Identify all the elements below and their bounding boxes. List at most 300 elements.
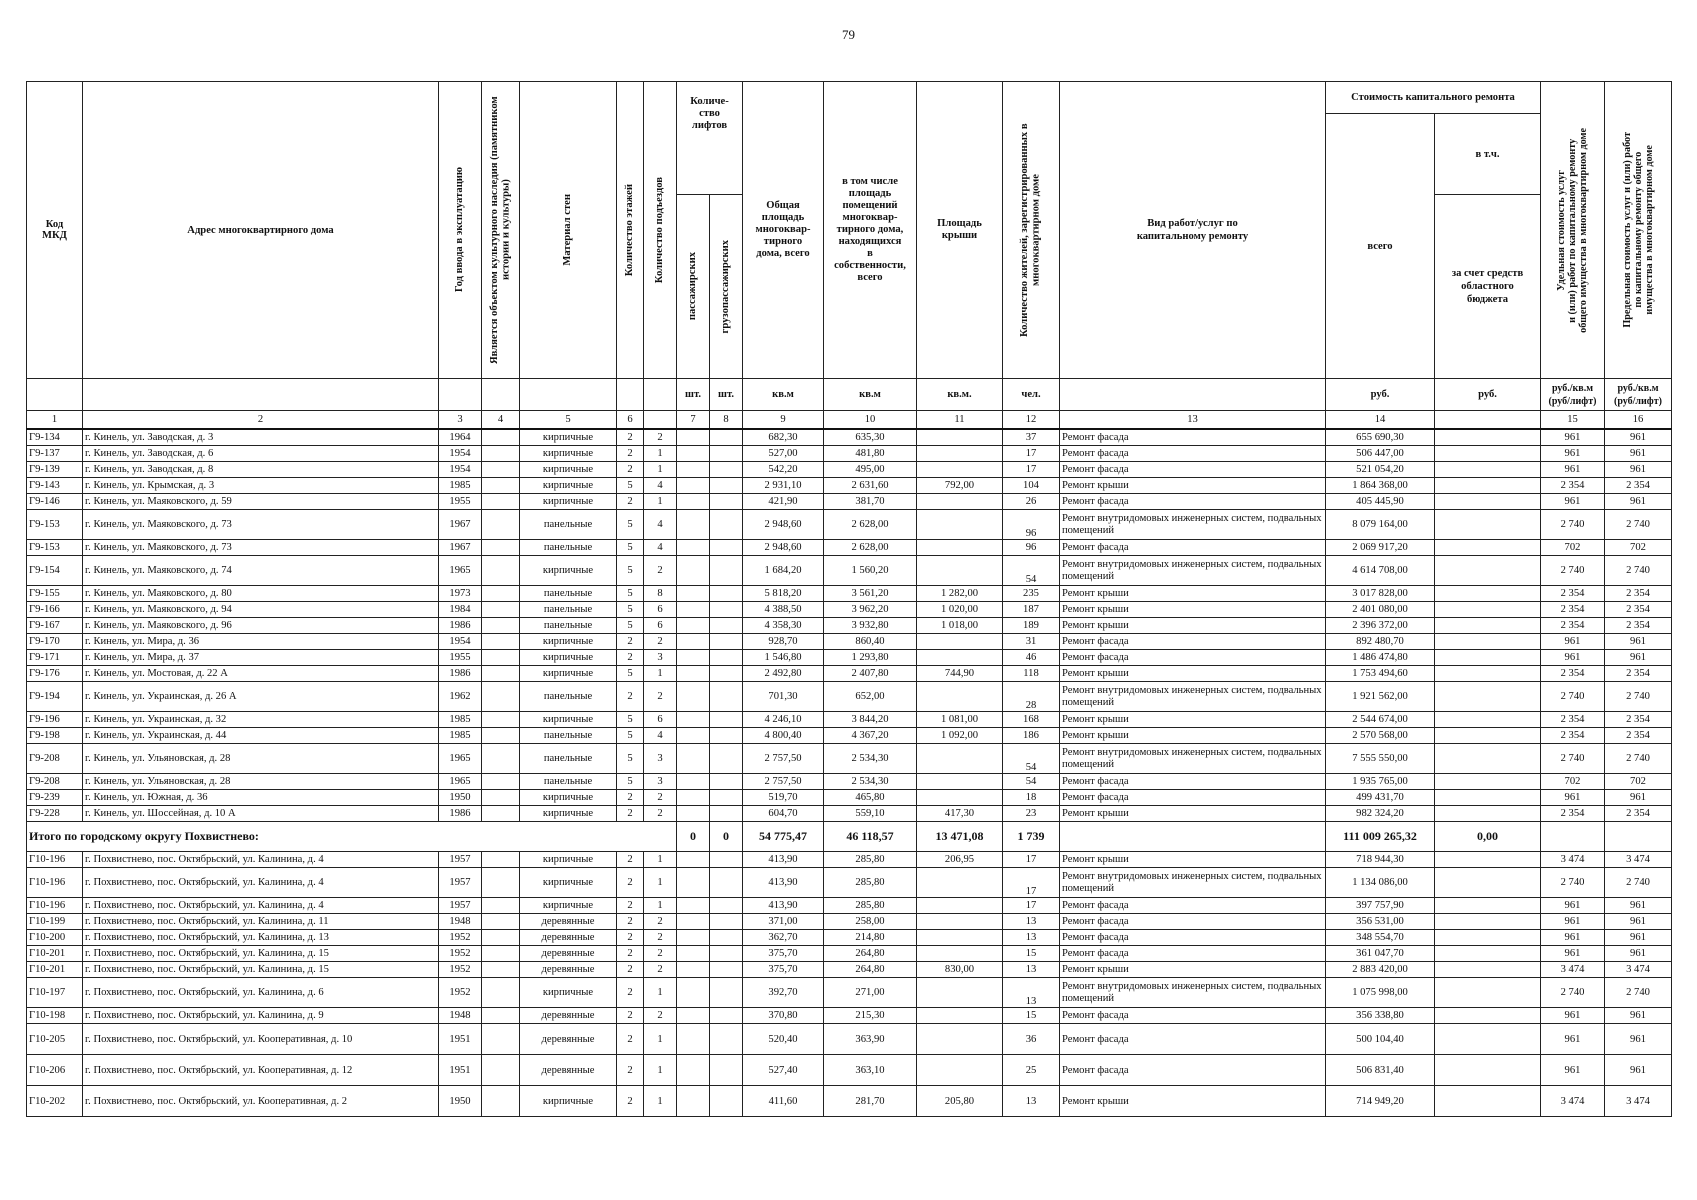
unit-rub: руб. (1326, 379, 1435, 411)
total-area-cell: 520,40 (743, 1024, 824, 1055)
owned-area-cell: 3 844,20 (824, 712, 917, 728)
limit-cost-cell: 961 (1605, 1008, 1672, 1024)
owned-area-cell: 258,00 (824, 914, 917, 930)
code-cell: Г9-196 (27, 712, 83, 728)
work-type-cell: Ремонт фасада (1060, 946, 1326, 962)
code-cell: Г9-208 (27, 774, 83, 790)
roof-area-cell (917, 1008, 1003, 1024)
address-cell: г. Кинель, ул. Мира, д. 36 (83, 634, 439, 650)
lifts-passenger-cell (677, 1055, 710, 1086)
floors-cell: 2 (617, 1086, 644, 1117)
cost-cell: 521 054,20 (1326, 462, 1435, 478)
roof-area-cell (917, 946, 1003, 962)
floors-cell: 2 (617, 634, 644, 650)
roof-area-cell: 1 018,00 (917, 618, 1003, 634)
residents-cell: 187 (1003, 602, 1060, 618)
heritage-cell (482, 852, 520, 868)
unit-cost-cell: 2 740 (1541, 556, 1605, 586)
work-type-cell: Ремонт крыши (1060, 962, 1326, 978)
regional-cost-cell (1435, 1008, 1541, 1024)
work-type-cell: Ремонт крыши (1060, 712, 1326, 728)
lifts-passenger-cell (677, 634, 710, 650)
address-cell: г. Кинель, ул. Маяковского, д. 59 (83, 494, 439, 510)
address-cell: г. Похвистнево, пос. Октябрьский, ул. Калинина, д. 6 (83, 978, 439, 1008)
heritage-cell (482, 556, 520, 586)
lifts-passenger-cell (677, 1024, 710, 1055)
unit-cost-cell: 2 740 (1541, 868, 1605, 898)
year-cell: 1954 (439, 446, 482, 462)
roof-area-cell (917, 650, 1003, 666)
lifts-cargo-cell (710, 1024, 743, 1055)
limit-cost-cell: 961 (1605, 914, 1672, 930)
work-type-cell: Ремонт крыши (1060, 602, 1326, 618)
unit-rub-sqm: руб./кв.м (руб/лифт) (1605, 379, 1672, 411)
regional-cost-cell (1435, 478, 1541, 494)
owned-area-cell: 271,00 (824, 978, 917, 1008)
header-entrances: Количество подъездов (644, 82, 677, 379)
table-row (27, 478, 1672, 494)
material-cell: деревянные (520, 914, 617, 930)
roof-area-cell: 1 081,00 (917, 712, 1003, 728)
address-cell: г. Похвистнево, пос. Октябрьский, ул. Калинина, д. 15 (83, 946, 439, 962)
roof-area-cell: 206,95 (917, 852, 1003, 868)
regional-cost-cell (1435, 790, 1541, 806)
owned-area-cell: 3 932,80 (824, 618, 917, 634)
floors-cell: 2 (617, 1024, 644, 1055)
cost-cell: 499 431,70 (1326, 790, 1435, 806)
total-area-cell: 1 546,80 (743, 650, 824, 666)
entrances-cell: 2 (644, 946, 677, 962)
cost-cell: 2 396 372,00 (1326, 618, 1435, 634)
table-row (27, 774, 1672, 790)
cost-cell: 356 338,80 (1326, 1008, 1435, 1024)
unit-cost-cell: 961 (1541, 1008, 1605, 1024)
entrances-cell: 2 (644, 556, 677, 586)
lifts-passenger-cell (677, 540, 710, 556)
owned-area-cell: 2 628,00 (824, 510, 917, 540)
table-row (27, 1086, 1672, 1117)
owned-area-cell: 2 407,80 (824, 666, 917, 682)
roof-area-cell (917, 1055, 1003, 1086)
heritage-cell (482, 712, 520, 728)
roof-area-cell (917, 540, 1003, 556)
regional-cost-cell (1435, 774, 1541, 790)
code-cell: Г10-196 (27, 852, 83, 868)
floors-cell: 2 (617, 978, 644, 1008)
total-empty (1541, 822, 1605, 852)
year-cell: 1957 (439, 852, 482, 868)
address-cell: г. Кинель, ул. Южная, д. 36 (83, 790, 439, 806)
work-type-cell: Ремонт крыши (1060, 666, 1326, 682)
roof-area-cell (917, 790, 1003, 806)
column-number: 4 (482, 411, 520, 430)
floors-cell: 2 (617, 1055, 644, 1086)
residents-cell: 13 (1003, 930, 1060, 946)
total-area-cell: 519,70 (743, 790, 824, 806)
residents-cell: 25 (1003, 1055, 1060, 1086)
entrances-cell: 4 (644, 478, 677, 494)
unit-cost-cell: 961 (1541, 898, 1605, 914)
total-area-cell: 4 358,30 (743, 618, 824, 634)
heritage-cell (482, 618, 520, 634)
total-area-cell: 2 948,60 (743, 540, 824, 556)
owned-area-cell: 635,30 (824, 429, 917, 446)
lifts-cargo-cell (710, 494, 743, 510)
regional-cost-cell (1435, 618, 1541, 634)
entrances-cell: 6 (644, 618, 677, 634)
work-type-cell: Ремонт фасада (1060, 1055, 1326, 1086)
regional-cost-cell (1435, 650, 1541, 666)
table-row (27, 1055, 1672, 1086)
column-number: 10 (824, 411, 917, 430)
cost-cell: 356 531,00 (1326, 914, 1435, 930)
limit-cost-cell: 2 740 (1605, 682, 1672, 712)
heritage-cell (482, 790, 520, 806)
material-cell: панельные (520, 682, 617, 712)
lifts-passenger-cell (677, 728, 710, 744)
material-cell: панельные (520, 510, 617, 540)
year-cell: 1957 (439, 898, 482, 914)
year-cell: 1973 (439, 586, 482, 602)
roof-area-cell (917, 556, 1003, 586)
code-cell: Г9-208 (27, 744, 83, 774)
unit-cost-cell: 702 (1541, 774, 1605, 790)
table-row (27, 930, 1672, 946)
year-cell: 1952 (439, 930, 482, 946)
unit-cost-cell: 2 354 (1541, 666, 1605, 682)
code-cell: Г9-194 (27, 682, 83, 712)
limit-cost-cell: 2 354 (1605, 712, 1672, 728)
unit-cost-cell: 961 (1541, 946, 1605, 962)
unit-cost-cell: 2 740 (1541, 744, 1605, 774)
heritage-cell (482, 1024, 520, 1055)
lifts-cargo-cell (710, 962, 743, 978)
address-cell: г. Кинель, ул. Маяковского, д. 73 (83, 540, 439, 556)
header-lifts: Количе- ство лифтов (677, 82, 743, 195)
material-cell: панельные (520, 728, 617, 744)
cost-cell: 1 134 086,00 (1326, 868, 1435, 898)
table-row (27, 728, 1672, 744)
lifts-cargo-cell (710, 1008, 743, 1024)
header-lifts-cargo: грузопассажирских (710, 195, 743, 379)
lifts-cargo-cell (710, 462, 743, 478)
residents-cell: 17 (1003, 446, 1060, 462)
entrances-cell: 1 (644, 978, 677, 1008)
lifts-cargo-cell (710, 728, 743, 744)
table-row (27, 602, 1672, 618)
residents-cell: 17 (1003, 462, 1060, 478)
table-row (27, 712, 1672, 728)
address-cell: г. Похвистнево, пос. Октябрьский, ул. Кооперативная, д. 12 (83, 1055, 439, 1086)
cost-cell: 982 324,20 (1326, 806, 1435, 822)
column-number: 9 (743, 411, 824, 430)
header-address: Адрес многоквартирного дома (83, 82, 439, 379)
address-cell: г. Кинель, ул. Украинская, д. 32 (83, 712, 439, 728)
entrances-cell: 1 (644, 666, 677, 682)
lifts-passenger-cell (677, 429, 710, 446)
lifts-cargo-cell (710, 712, 743, 728)
code-cell: Г10-198 (27, 1008, 83, 1024)
code-cell: Г9-239 (27, 790, 83, 806)
entrances-cell: 1 (644, 868, 677, 898)
unit-cost-cell: 2 740 (1541, 978, 1605, 1008)
table-row (27, 682, 1672, 712)
regional-cost-cell (1435, 946, 1541, 962)
floors-cell: 5 (617, 510, 644, 540)
cost-cell: 506 447,00 (1326, 446, 1435, 462)
total-area-cell: 2 757,50 (743, 774, 824, 790)
roof-area-cell (917, 510, 1003, 540)
code-cell: Г10-202 (27, 1086, 83, 1117)
material-cell: деревянные (520, 962, 617, 978)
floors-cell: 2 (617, 898, 644, 914)
total-area-cell: 4 800,40 (743, 728, 824, 744)
owned-area-cell: 2 628,00 (824, 540, 917, 556)
roof-area-cell (917, 462, 1003, 478)
total-area-cell: 375,70 (743, 962, 824, 978)
entrances-cell: 6 (644, 602, 677, 618)
unit-sqm: кв.м (824, 379, 917, 411)
lifts-passenger-cell (677, 962, 710, 978)
owned-area-cell: 285,80 (824, 868, 917, 898)
entrances-cell: 2 (644, 682, 677, 712)
limit-cost-cell: 2 740 (1605, 978, 1672, 1008)
heritage-cell (482, 462, 520, 478)
total-area-cell: 2 948,60 (743, 510, 824, 540)
unit-cost-cell: 3 474 (1541, 852, 1605, 868)
cost-cell: 361 047,70 (1326, 946, 1435, 962)
code-cell: Г10-201 (27, 946, 83, 962)
table-row (27, 978, 1672, 1008)
column-numbers-row (27, 411, 1672, 430)
work-type-cell: Ремонт крыши (1060, 852, 1326, 868)
regional-cost-cell (1435, 462, 1541, 478)
owned-area-cell: 481,80 (824, 446, 917, 462)
lifts-cargo-cell (710, 429, 743, 446)
table-row (27, 634, 1672, 650)
lifts-passenger-cell (677, 930, 710, 946)
code-cell: Г9-170 (27, 634, 83, 650)
header-residents: Количество жителей, зарегистрированных в многоквартирном доме (1003, 82, 1060, 379)
residents-cell: 13 (1003, 1086, 1060, 1117)
work-type-cell: Ремонт фасада (1060, 634, 1326, 650)
table-row (27, 806, 1672, 822)
cost-cell: 1 753 494,60 (1326, 666, 1435, 682)
limit-cost-cell: 2 740 (1605, 510, 1672, 540)
regional-cost-cell (1435, 914, 1541, 930)
code-cell: Г10-205 (27, 1024, 83, 1055)
residents-cell: 13 (1003, 962, 1060, 978)
roof-area-cell (917, 978, 1003, 1008)
column-number (644, 411, 677, 430)
column-number: 3 (439, 411, 482, 430)
residents-cell: 13 (1003, 914, 1060, 930)
regional-cost-cell (1435, 930, 1541, 946)
total-area-cell: 527,40 (743, 1055, 824, 1086)
roof-area-cell (917, 429, 1003, 446)
regional-cost-cell (1435, 682, 1541, 712)
limit-cost-cell: 961 (1605, 462, 1672, 478)
cost-cell: 500 104,40 (1326, 1024, 1435, 1055)
table-row (27, 429, 1672, 446)
unit-cost-cell: 961 (1541, 429, 1605, 446)
year-cell: 1951 (439, 1055, 482, 1086)
code-cell: Г9-153 (27, 540, 83, 556)
owned-area-cell: 381,70 (824, 494, 917, 510)
lifts-passenger-cell (677, 510, 710, 540)
total-area-cell: 5 818,20 (743, 586, 824, 602)
code-cell: Г9-176 (27, 666, 83, 682)
floors-cell: 5 (617, 618, 644, 634)
entrances-cell: 2 (644, 790, 677, 806)
limit-cost-cell: 2 354 (1605, 666, 1672, 682)
header-unit-cost: Удельная стоимость услуг и (или) работ по капитальному ремонту общего имущества в многоквартирном доме (1541, 82, 1605, 379)
work-type-cell: Ремонт фасада (1060, 774, 1326, 790)
limit-cost-cell: 961 (1605, 634, 1672, 650)
address-cell: г. Похвистнево, пос. Октябрьский, ул. Калинина, д. 4 (83, 852, 439, 868)
limit-cost-cell: 702 (1605, 540, 1672, 556)
lifts-cargo-cell (710, 978, 743, 1008)
limit-cost-cell: 2 740 (1605, 868, 1672, 898)
total-area-cell: 542,20 (743, 462, 824, 478)
address-cell: г. Кинель, ул. Шоссейная, д. 10 А (83, 806, 439, 822)
work-type-cell: Ремонт фасада (1060, 446, 1326, 462)
heritage-cell (482, 682, 520, 712)
header-cost-group: Стоимость капитального ремонта (1326, 82, 1541, 114)
unit-cost-cell: 961 (1541, 1055, 1605, 1086)
entrances-cell: 1 (644, 1086, 677, 1117)
address-cell: г. Кинель, ул. Маяковского, д. 96 (83, 618, 439, 634)
residents-cell: 104 (1003, 478, 1060, 494)
floors-cell: 2 (617, 868, 644, 898)
owned-area-cell: 363,10 (824, 1055, 917, 1086)
column-number: 8 (710, 411, 743, 430)
entrances-cell: 1 (644, 494, 677, 510)
entrances-cell: 2 (644, 634, 677, 650)
lifts-passenger-cell (677, 744, 710, 774)
year-cell: 1984 (439, 602, 482, 618)
unit-cost-cell: 961 (1541, 650, 1605, 666)
header-year: Год ввода в эксплуатацию (439, 82, 482, 379)
regional-cost-cell (1435, 540, 1541, 556)
lifts-cargo-cell (710, 868, 743, 898)
owned-area-cell: 3 962,20 (824, 602, 917, 618)
owned-area-cell: 1 293,80 (824, 650, 917, 666)
column-number: 2 (83, 411, 439, 430)
header-cost-incl: в т.ч. (1435, 114, 1541, 195)
lifts-passenger-cell (677, 898, 710, 914)
lifts-passenger-cell (677, 978, 710, 1008)
material-cell: панельные (520, 540, 617, 556)
lifts-cargo-cell (710, 744, 743, 774)
floors-cell: 2 (617, 682, 644, 712)
year-cell: 1957 (439, 868, 482, 898)
roof-area-cell: 205,80 (917, 1086, 1003, 1117)
limit-cost-cell: 961 (1605, 930, 1672, 946)
entrances-cell: 4 (644, 540, 677, 556)
code-cell: Г9-146 (27, 494, 83, 510)
year-cell: 1952 (439, 946, 482, 962)
regional-cost-cell (1435, 852, 1541, 868)
work-type-cell: Ремонт крыши (1060, 806, 1326, 822)
limit-cost-cell: 702 (1605, 774, 1672, 790)
heritage-cell (482, 930, 520, 946)
column-number (1435, 411, 1541, 430)
roof-area-cell: 417,30 (917, 806, 1003, 822)
cost-cell: 1 864 368,00 (1326, 478, 1435, 494)
heritage-cell (482, 650, 520, 666)
header-lifts-passenger: пассажирских (677, 195, 710, 379)
year-cell: 1955 (439, 494, 482, 510)
cost-cell: 506 831,40 (1326, 1055, 1435, 1086)
header-cost-total: всего (1326, 114, 1435, 379)
material-cell: кирпичные (520, 712, 617, 728)
lifts-cargo-cell (710, 946, 743, 962)
floors-cell: 5 (617, 744, 644, 774)
total-area-cell: 413,90 (743, 852, 824, 868)
floors-cell: 2 (617, 930, 644, 946)
residents-cell: 37 (1003, 429, 1060, 446)
entrances-cell: 3 (644, 650, 677, 666)
limit-cost-cell: 961 (1605, 446, 1672, 462)
header-heritage: Является объектом культурного наследия (памятником истории и культуры) (482, 82, 520, 379)
roof-area-cell: 744,90 (917, 666, 1003, 682)
floors-cell: 5 (617, 774, 644, 790)
owned-area-cell: 214,80 (824, 930, 917, 946)
material-cell: кирпичные (520, 978, 617, 1008)
owned-area-cell: 860,40 (824, 634, 917, 650)
residents-cell: 23 (1003, 806, 1060, 822)
address-cell: г. Похвистнево, пос. Октябрьский, ул. Кооперативная, д. 2 (83, 1086, 439, 1117)
heritage-cell (482, 666, 520, 682)
year-cell: 1985 (439, 728, 482, 744)
cost-cell: 2 883 420,00 (1326, 962, 1435, 978)
total-label: Итого по городскому округу Похвистнево: (27, 822, 677, 852)
lifts-cargo-cell (710, 650, 743, 666)
lifts-cargo-cell (710, 586, 743, 602)
entrances-cell: 1 (644, 898, 677, 914)
regional-cost-cell (1435, 634, 1541, 650)
material-cell: кирпичные (520, 790, 617, 806)
unit-rub: руб. (1435, 379, 1541, 411)
year-cell: 1986 (439, 806, 482, 822)
heritage-cell (482, 494, 520, 510)
work-type-cell: Ремонт фасада (1060, 1008, 1326, 1024)
lifts-cargo-cell (710, 556, 743, 586)
limit-cost-cell: 961 (1605, 1024, 1672, 1055)
entrances-cell: 1 (644, 462, 677, 478)
total-lifts-passenger: 0 (677, 822, 710, 852)
cost-cell: 3 017 828,00 (1326, 586, 1435, 602)
code-cell: Г9-143 (27, 478, 83, 494)
code-cell: Г9-198 (27, 728, 83, 744)
unit-cost-cell: 961 (1541, 494, 1605, 510)
table-row (27, 898, 1672, 914)
roof-area-cell (917, 1024, 1003, 1055)
address-cell: г. Кинель, ул. Заводская, д. 6 (83, 446, 439, 462)
cost-cell: 2 401 080,00 (1326, 602, 1435, 618)
cost-cell: 892 480,70 (1326, 634, 1435, 650)
work-type-cell: Ремонт внутридомовых инженерных систем, подвальных помещений (1060, 978, 1326, 1008)
lifts-passenger-cell (677, 462, 710, 478)
header-cost-regional: за счет средств областного бюджета (1435, 195, 1541, 379)
total-area-cell: 371,00 (743, 914, 824, 930)
roof-area-cell (917, 744, 1003, 774)
address-cell: г. Похвистнево, пос. Октябрьский, ул. Калинина, д. 9 (83, 1008, 439, 1024)
total-area: 54 775,47 (743, 822, 824, 852)
material-cell: кирпичные (520, 446, 617, 462)
material-cell: кирпичные (520, 666, 617, 682)
